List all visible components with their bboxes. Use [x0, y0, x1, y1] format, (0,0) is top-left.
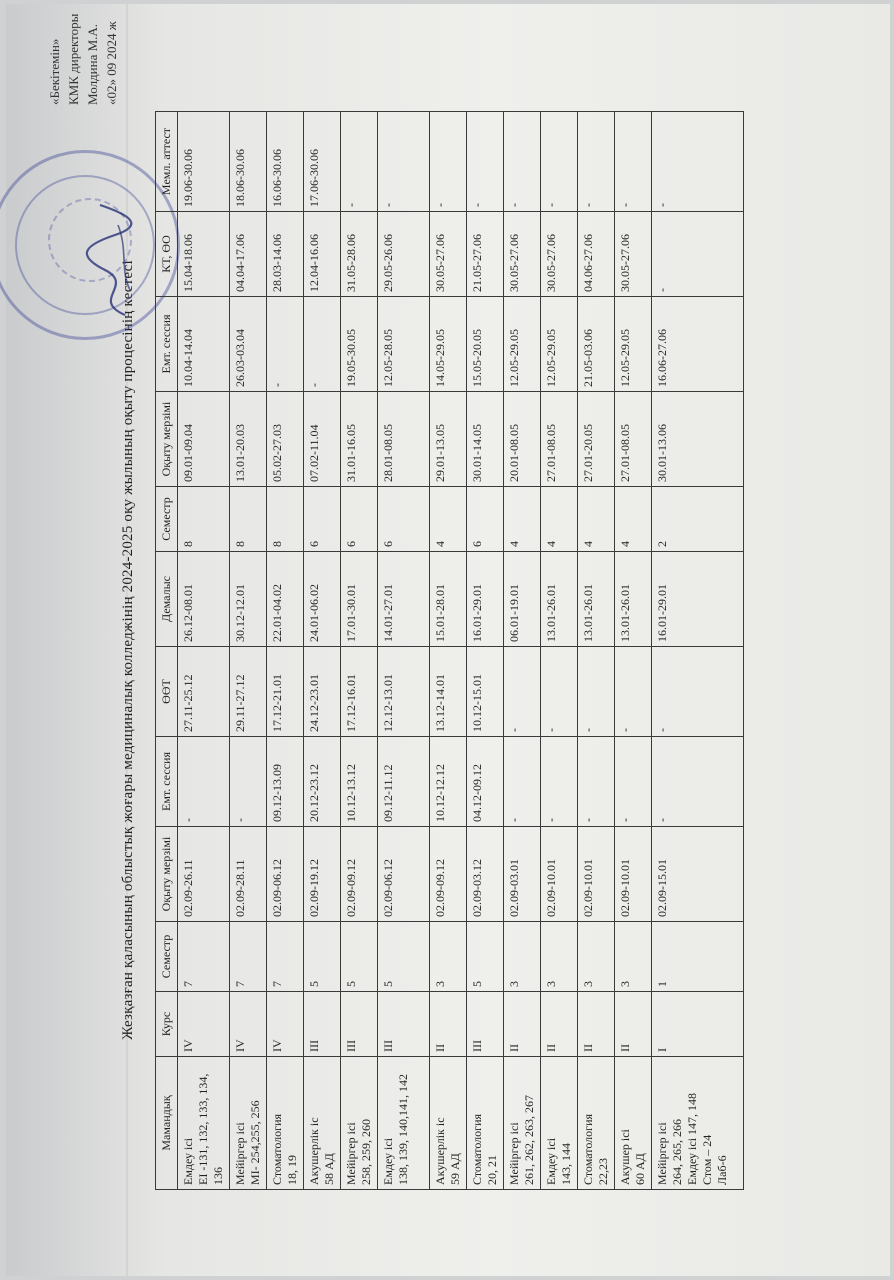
header-cell: ӨӨТ — [156, 647, 178, 737]
table-cell: 7 — [230, 922, 267, 992]
table-cell: 4 — [430, 487, 467, 552]
table-cell: 30.01-14.05 — [467, 392, 504, 487]
table-cell: 27.01-20.05 — [578, 392, 615, 487]
table-cell: 09.12-11.12 — [378, 737, 430, 827]
document-title: Жезқазған қаласының облыстық жоғары медициналық колледжінің 2024-2025 оқу жылының оқыту процесінің кестесі — [120, 260, 136, 1040]
header-cell: Курс — [156, 992, 178, 1057]
specialty-cell: Акушер ісі 60 АД — [615, 1057, 652, 1190]
table-cell: 02.09-09.12 — [430, 827, 467, 922]
table-cell: 3 — [504, 922, 541, 992]
approval-heading: «Бекітемін» — [47, 38, 62, 105]
table-cell: 06.01-19.01 — [504, 552, 541, 647]
approval-name: Молдина М.А. — [85, 23, 100, 105]
table-cell: 6 — [378, 487, 430, 552]
table-cell: 02.09-03.12 — [467, 827, 504, 922]
table-cell: 02.09-28.11 — [230, 827, 267, 922]
table-cell: 17.12-21.01 — [267, 647, 304, 737]
table-cell: - — [504, 647, 541, 737]
table-cell: III — [304, 992, 341, 1057]
specialty-cell: Акушерлік іс 58 АД — [304, 1057, 341, 1190]
table-cell: IV — [230, 992, 267, 1057]
schedule-document — [47, 13, 870, 1190]
table-cell: 13.01-26.01 — [578, 552, 615, 647]
table-cell: 24.12-23.01 — [304, 647, 341, 737]
table-cell: 10.12-13.12 — [341, 737, 378, 827]
header-cell: Демалыс — [156, 552, 178, 647]
table-cell: 02.09-06.12 — [378, 827, 430, 922]
table-cell: - — [578, 647, 615, 737]
table-cell: 27.01-08.05 — [541, 392, 578, 487]
table-cell: 24.01-06.02 — [304, 552, 341, 647]
header-cell: Мемл. аттест — [156, 112, 178, 212]
table-cell: 4 — [541, 487, 578, 552]
table-cell: - — [541, 737, 578, 827]
table-cell: 28.01-08.05 — [378, 392, 430, 487]
specialty-cell: Стоматология 20, 21 — [467, 1057, 504, 1190]
table-cell: - — [615, 647, 652, 737]
table-row — [652, 112, 744, 1190]
table-row — [430, 112, 467, 1190]
table-cell: - — [615, 737, 652, 827]
schedule-table — [155, 111, 744, 1190]
specialty-cell: Емдеу ісі 138, 139, 140,141, 142 — [378, 1057, 430, 1190]
table-cell: - — [430, 112, 467, 212]
table-cell: 02.09-15.01 — [652, 827, 744, 922]
table-cell: 2 — [652, 487, 744, 552]
table-cell: 30.12-12.01 — [230, 552, 267, 647]
table-cell: - — [267, 297, 304, 392]
table-cell: 18.06-30.06 — [230, 112, 267, 212]
header-cell: Емт. сессия — [156, 297, 178, 392]
table-cell: - — [578, 737, 615, 827]
specialty-cell: Емдеу ісі ЕІ -131, 132, 133, 134, 136 — [178, 1057, 230, 1190]
approval-date: «02» 09 2024 ж — [104, 21, 119, 105]
table-cell: II — [504, 992, 541, 1057]
table-cell: 8 — [178, 487, 230, 552]
table-cell: 14.01-27.01 — [378, 552, 430, 647]
table-cell: - — [341, 112, 378, 212]
table-cell: 6 — [304, 487, 341, 552]
table-cell: II — [615, 992, 652, 1057]
table-cell: 6 — [467, 487, 504, 552]
table-cell: 20.12-23.12 — [304, 737, 341, 827]
table-cell: 3 — [541, 922, 578, 992]
table-cell: 09.01-09.04 — [178, 392, 230, 487]
table-cell: 12.05-29.05 — [504, 297, 541, 392]
table-cell: 10.04-14.04 — [178, 297, 230, 392]
table-cell: 09.12-13.09 — [267, 737, 304, 827]
specialty-cell: Емдеу ісі 143, 144 — [541, 1057, 578, 1190]
table-cell: - — [378, 112, 430, 212]
header-cell: Семестр — [156, 922, 178, 992]
header-cell: Оқыту мерзімі — [156, 827, 178, 922]
table-cell: 7 — [267, 922, 304, 992]
table-cell: 16.01-29.01 — [467, 552, 504, 647]
table-cell: 21.05-03.06 — [578, 297, 615, 392]
table-cell: IV — [267, 992, 304, 1057]
table-cell: 20.01-08.05 — [504, 392, 541, 487]
table-cell: 13.01-20.03 — [230, 392, 267, 487]
table-cell: 13.01-26.01 — [615, 552, 652, 647]
table-cell: 30.05-27.06 — [541, 212, 578, 297]
table-cell: 31.01-16.05 — [341, 392, 378, 487]
table-body — [178, 112, 744, 1190]
table-cell: - — [615, 112, 652, 212]
table-cell: 12.05-28.05 — [378, 297, 430, 392]
header-cell: Семестр — [156, 487, 178, 552]
table-cell: - — [541, 647, 578, 737]
table-cell: III — [467, 992, 504, 1057]
table-cell: 02.09-10.01 — [615, 827, 652, 922]
table-cell: 12.04-16.06 — [304, 212, 341, 297]
table-cell: - — [652, 737, 744, 827]
table-cell: 15.01-28.01 — [430, 552, 467, 647]
table-cell: - — [230, 737, 267, 827]
header-cell: Мамандық — [156, 1057, 178, 1190]
table-cell: 17.12-16.01 — [341, 647, 378, 737]
table-row — [541, 112, 578, 1190]
table-cell: - — [652, 647, 744, 737]
table-cell: 29.11-27.12 — [230, 647, 267, 737]
table-row — [267, 112, 304, 1190]
table-cell: 30.05-27.06 — [430, 212, 467, 297]
table-cell: 05.02-27.03 — [267, 392, 304, 487]
table-cell: 19.06-30.06 — [178, 112, 230, 212]
table-row — [341, 112, 378, 1190]
table-row — [378, 112, 430, 1190]
table-cell: 02.09-26.11 — [178, 827, 230, 922]
table-cell: 28.03-14.06 — [267, 212, 304, 297]
table-row — [615, 112, 652, 1190]
table-cell: - — [652, 212, 744, 297]
table-cell: 4 — [504, 487, 541, 552]
table-cell: 16.06-30.06 — [267, 112, 304, 212]
table-cell: 13.12-14.01 — [430, 647, 467, 737]
table-cell: - — [178, 737, 230, 827]
specialty-cell: Мейіргер ісі МІ- 254,255, 256 — [230, 1057, 267, 1190]
table-cell: 02.09-03.01 — [504, 827, 541, 922]
table-cell: 30.05-27.06 — [615, 212, 652, 297]
table-cell: III — [378, 992, 430, 1057]
table-cell: 02.09-10.01 — [578, 827, 615, 922]
table-cell: 10.12-12.12 — [430, 737, 467, 827]
table-cell: 4 — [578, 487, 615, 552]
table-cell: 5 — [378, 922, 430, 992]
table-cell: II — [430, 992, 467, 1057]
table-cell: 3 — [430, 922, 467, 992]
table-cell: - — [652, 112, 744, 212]
table-cell: 10.12-15.01 — [467, 647, 504, 737]
table-cell: 3 — [578, 922, 615, 992]
table-cell: 27.01-08.05 — [615, 392, 652, 487]
table-cell: - — [578, 112, 615, 212]
specialty-cell: Стоматология 22,23 — [578, 1057, 615, 1190]
specialty-cell: Мейіргер ісі 264, 265, 266 Емдеу ісі 147, 148 Стом – 24 Лаб-6 — [652, 1057, 744, 1190]
table-cell: 17.01-30.01 — [341, 552, 378, 647]
table-cell: II — [578, 992, 615, 1057]
table-cell: 13.01-26.01 — [541, 552, 578, 647]
signature — [80, 200, 140, 320]
table-cell: 26.03-03.04 — [230, 297, 267, 392]
table-cell: 4 — [615, 487, 652, 552]
table-cell: 5 — [341, 922, 378, 992]
table-cell: 26.12-08.01 — [178, 552, 230, 647]
table-cell: 22.01-04.02 — [267, 552, 304, 647]
table-row — [467, 112, 504, 1190]
table-row — [504, 112, 541, 1190]
table-cell: 29.01-13.05 — [430, 392, 467, 487]
table-cell: 5 — [304, 922, 341, 992]
table-cell: - — [304, 297, 341, 392]
table-cell: 8 — [267, 487, 304, 552]
specialty-cell: Мейіргер ісі 258, 259, 260 — [341, 1057, 378, 1190]
header-cell: Оқыту мерзімі — [156, 392, 178, 487]
table-cell: 12.05-29.05 — [615, 297, 652, 392]
table-cell: 16.01-29.01 — [652, 552, 744, 647]
table-row — [304, 112, 341, 1190]
table-cell: IV — [178, 992, 230, 1057]
table-header-row — [156, 112, 178, 1190]
table-cell: - — [541, 112, 578, 212]
table-cell: III — [341, 992, 378, 1057]
table-cell: 21.05-27.06 — [467, 212, 504, 297]
table-cell: 14.05-29.05 — [430, 297, 467, 392]
header-cell: Емт. сессия — [156, 737, 178, 827]
approval-block — [45, 0, 121, 105]
table-cell: 02.09-10.01 — [541, 827, 578, 922]
table-row — [178, 112, 230, 1190]
table-cell: 17.06-30.06 — [304, 112, 341, 212]
table-cell: 6 — [341, 487, 378, 552]
table-cell: 30.01-13.06 — [652, 392, 744, 487]
table-cell: 04.12-09.12 — [467, 737, 504, 827]
table-cell: - — [467, 112, 504, 212]
table-cell: 15.05-20.05 — [467, 297, 504, 392]
table-cell: 1 — [652, 922, 744, 992]
table-cell: 19.05-30.05 — [341, 297, 378, 392]
specialty-cell: Стоматология 18, 19 — [267, 1057, 304, 1190]
table-cell: - — [504, 737, 541, 827]
table-cell: 02.09-06.12 — [267, 827, 304, 922]
specialty-cell: Мейіргер ісі 261, 262, 263, 267 — [504, 1057, 541, 1190]
table-cell: 12.05-29.05 — [541, 297, 578, 392]
table-cell: 12.12-13.01 — [378, 647, 430, 737]
table-cell: 07.02-11.04 — [304, 392, 341, 487]
table-cell: 3 — [615, 922, 652, 992]
table-cell: 31.05-28.06 — [341, 212, 378, 297]
table-row — [578, 112, 615, 1190]
table-cell: 29.05-26.06 — [378, 212, 430, 297]
table-cell: 27.11-25.12 — [178, 647, 230, 737]
table-cell: 16.06-27.06 — [652, 297, 744, 392]
table-cell: II — [541, 992, 578, 1057]
table-cell: 04.04-17.06 — [230, 212, 267, 297]
header-cell: КТ, ӨО — [156, 212, 178, 297]
table-cell: 5 — [467, 922, 504, 992]
table-cell: 02.09-19.12 — [304, 827, 341, 922]
specialty-cell: Акушерлік іс 59 АД — [430, 1057, 467, 1190]
table-cell: 15.04-18.06 — [178, 212, 230, 297]
table-cell: 8 — [230, 487, 267, 552]
table-cell: I — [652, 992, 744, 1057]
table-cell: - — [504, 112, 541, 212]
approval-position: КМК директоры — [66, 13, 81, 105]
table-cell: 04.06-27.06 — [578, 212, 615, 297]
table-cell: 30.05-27.06 — [504, 212, 541, 297]
table-cell: 02.09-09.12 — [341, 827, 378, 922]
table-cell: 7 — [178, 922, 230, 992]
table-row — [230, 112, 267, 1190]
